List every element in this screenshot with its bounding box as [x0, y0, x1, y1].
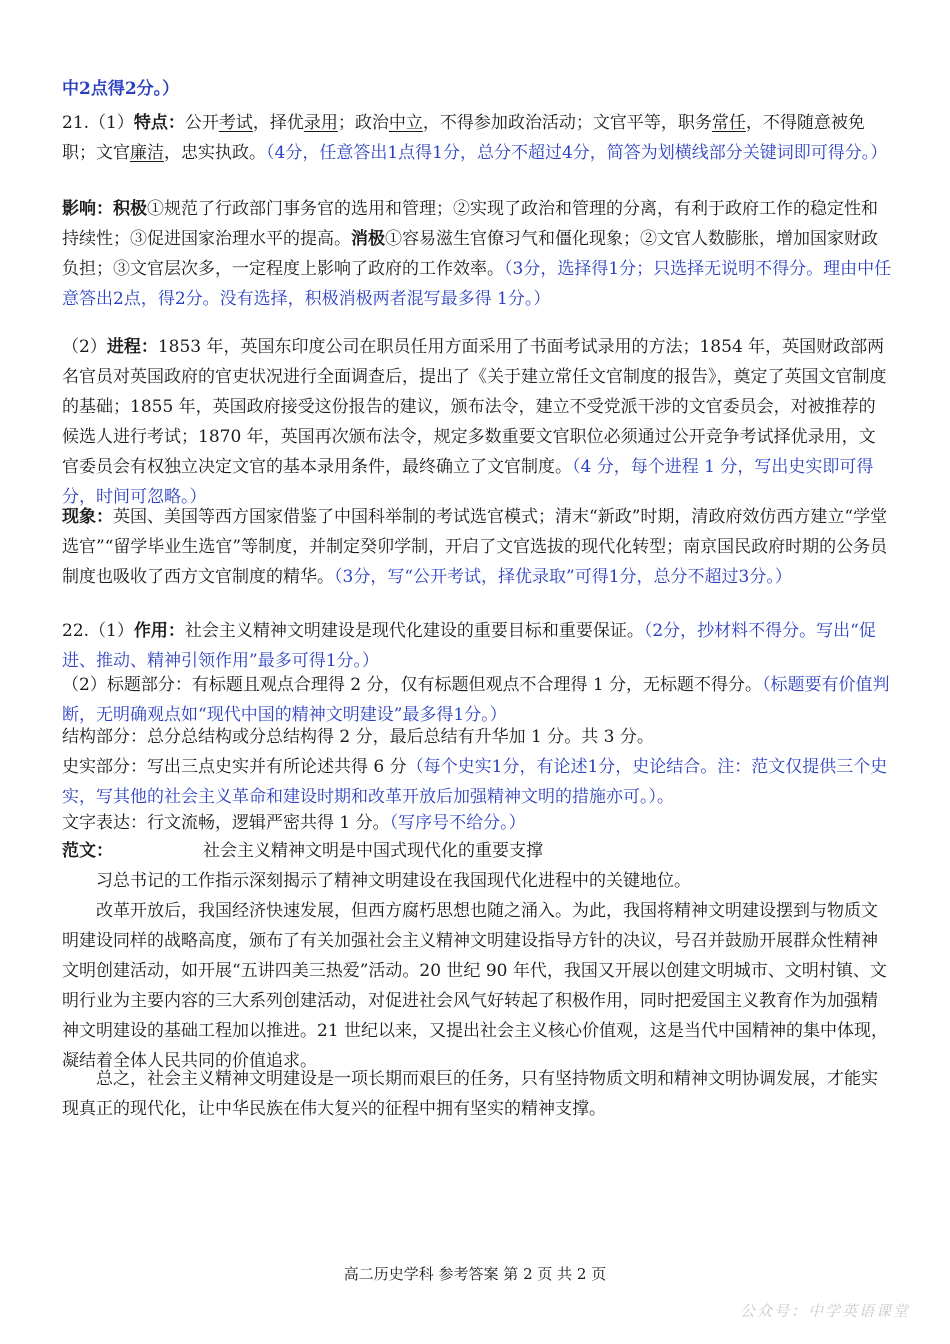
impact-label: 影响： [62, 199, 113, 219]
scoring-note: （2分，抄材料不得分。写出“促进、推动、精神引领作用”最多可得1分。） [62, 621, 876, 671]
essay-paragraph-text: 总之，社会主义精神文明建设是一项长期而艰巨的任务，只有坚持物质文明和精神文明协调发展，才能实现真正的现代化，让中华民族在伟大复兴的征程中拥有坚实的精神支撑。 [62, 1069, 878, 1119]
positive-text: ①规范了行政部门事务官的选用和管理；②实现了政治和管理的分离，有利于政府工作的稳定性和持续性；③促进国家治理水平的提高。 [62, 199, 878, 249]
q22-function [62, 616, 892, 676]
text-run: ，择优 [252, 113, 304, 133]
q22-history-part [62, 752, 892, 812]
process-label: 进程： [106, 337, 158, 357]
scoring-note: （4 分，每个进程 1 分，写出史实即可得分，时间可忽略。） [62, 457, 874, 507]
features-label: 特点： [133, 113, 185, 133]
text-run: ；政治 [337, 113, 389, 133]
page-footer: 高二历史学科 参考答案 第 2 页 共 2 页 [343, 1265, 607, 1283]
keyword-underlined: 录用 [303, 113, 338, 133]
text-run: ，不得参加政治活动；文官平等，职务 [422, 113, 712, 133]
question-number: 21.（1） [62, 113, 134, 133]
essay-label: 范文： [62, 841, 113, 861]
keyword-underlined: 常任 [711, 113, 746, 133]
watermark: 公众号：中学英语课堂 [739, 1302, 910, 1320]
scoring-note: （标题要有价值判断，无明确观点如“现代中国的精神文明建设”最多得1分。） [62, 675, 890, 725]
phenomenon-text: 英国、美国等西方国家借鉴了中国科举制的考试选官模式；清末“新政”时期，清政府效仿西方建立“学堂选官”“留学毕业生选官”等制度，并制定癸卯学制，开启了文官选拔的现代化转型；南京国民政府时期的公务员制度也吸收了西方文官制度的精华。 [62, 507, 888, 587]
question-number: 22.（1） [62, 621, 134, 641]
q21-features [62, 108, 892, 168]
q21-process [62, 332, 892, 512]
text-run: ，忠实执政。 [164, 143, 266, 163]
process-text: 1853 年，英国东印度公司在职员任用方面采用了书面考试录用的方法；1854 年，英国财政部两名官员对英国政府的官吏状况进行全面调查后，提出了《关于建立常任文官制度的报告》，奠定了英国文官制度的基础；1855 年，英国政府接受这份报告的建议，颁布法令，建立不受党派干涉的文官委员会，对被推荐的候选人进行考试；1870 年，英国再次颁布法令，规定多数重要文官职位必须通过公开竞争考试择优录用，文官委员会有权独立决定文官的基本录用条件，最终确立了文官制度。 [62, 337, 887, 477]
function-label: 作用： [133, 621, 185, 641]
phenomenon-label: 现象： [62, 507, 113, 527]
expression-part-text: 文字表达：行文流畅，逻辑严密共得 1 分。 [62, 813, 390, 833]
essay-title: 社会主义精神文明是中国式现代化的重要支撑 [203, 841, 543, 861]
scoring-note: （4分，任意答出1点得1分，总分不超过4分，简答为划横线部分关键词即可得分。） [266, 143, 888, 163]
q22-title-part [62, 670, 892, 730]
history-part-text: 史实部分：写出三点史实并有所论述共得 6 分 [62, 757, 407, 777]
text-run: ，不得随意被免职；文官 [62, 113, 865, 163]
essay-heading [62, 836, 892, 866]
previous-answer-tail [62, 74, 892, 104]
negative-text: ①容易滋生官僚习气和僵化现象；②文官人数膨胀，增加国家财政负担；③文官层次多，一定程度上影响了政府的工作效率。 [62, 229, 878, 279]
scoring-note: （写序号不给分。） [389, 813, 526, 833]
essay-paragraph-text: 改革开放后，我国经济快速发展，但西方腐朽思想也随之涌入。为此，我国将精神文明建设摆到与物质文明建设同样的战略高度，颁布了有关加强社会主义精神文明建设指导方针的决议，号召并鼓励开展群众性精神文明创建活动，如开展“五讲四美三热爱”活动。20 世纪 90 年代，我国又开展以创建文明城市、文明村镇、文明行业为主要内容的三大系列创建活动，对促进社会风气好转起了积极作用，同时把爱国主义教育作为加强精神文明建设的基础工程加以推进。21 世纪以来，又提出社会主义核心价值观，这是当代中国精神的集中体现，凝结着全体人民共同的价值追求。 [62, 901, 889, 1071]
function-text: 社会主义精神文明建设是现代化建设的重要目标和重要保证。 [184, 621, 644, 641]
previous-answer-tail-text: 中2点得2分。） [62, 79, 180, 99]
keyword-underlined: 廉洁 [130, 143, 164, 163]
sub-question-number: （2） [62, 337, 107, 357]
q22-expression-part [62, 808, 892, 838]
title-part-text: （2）标题部分：有标题且观点合理得 2 分，仅有标题但观点不合理得 1 分，无标题不得分。 [62, 675, 763, 695]
scoring-note: （每个史实1分，有论述1分，史论结合。注：范文仅提供三个史实，写其他的社会主义革命和建设时期和改革开放后加强精神文明的措施亦可。）。 [62, 757, 888, 807]
keyword-underlined: 中立 [388, 113, 423, 133]
essay-paragraph-text: 习总书记的工作指示深刻揭示了精神文明建设在我国现代化进程中的关键地位。 [96, 871, 691, 891]
q21-impact [62, 194, 892, 314]
q22-structure-part [62, 722, 892, 752]
essay-paragraph-3 [62, 1064, 892, 1124]
text-run: 公开 [184, 113, 219, 133]
essay-paragraph-1 [62, 866, 892, 896]
keyword-underlined: 考试 [218, 113, 253, 133]
scoring-note: （3分，选择得1分；只选择无说明不得分。理由中任意答出2点，得2分。没有选择，积极消极两者混写最多得 1分。） [62, 259, 892, 309]
essay-paragraph-2 [62, 896, 892, 1076]
structure-part-text: 结构部分：总分总结构或分总结构得 2 分，最后总结有升华加 1 分。共 3 分。 [62, 727, 654, 747]
scoring-note: （3分，写“公开考试，择优录取”可得1分，总分不超过3分。） [334, 567, 792, 587]
positive-label: 积极 [113, 199, 147, 219]
negative-label: 消极 [351, 229, 385, 249]
q21-phenomenon [62, 502, 892, 592]
